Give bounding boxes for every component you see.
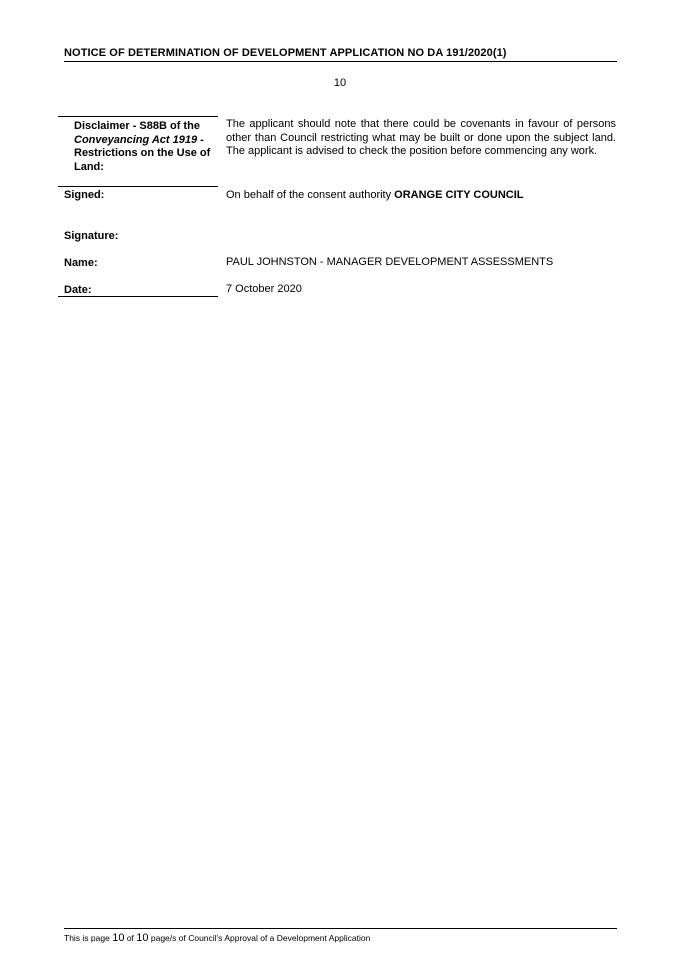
label-column-rule-top <box>58 116 218 117</box>
signed-value-prefix: On behalf of the consent authority <box>226 189 395 201</box>
label-column-rule-middle <box>58 186 218 187</box>
footer-of: of <box>124 933 137 943</box>
disclaimer-act-name: Conveyancing Act 1919 <box>74 133 198 146</box>
page-number: 10 <box>333 77 347 89</box>
footer-total-pages: 10 <box>136 932 149 944</box>
signed-value <box>226 189 524 201</box>
name-value: PAUL JOHNSTON - MANAGER DEVELOPMENT ASSESSMENTS <box>226 256 554 268</box>
signature-label: Signature: <box>64 230 119 242</box>
disclaimer-label <box>74 120 214 174</box>
consent-authority: ORANGE CITY COUNCIL <box>394 189 524 201</box>
footer-text <box>64 932 370 944</box>
footer-prefix: This is page <box>64 933 113 943</box>
date-label: Date: <box>64 284 92 296</box>
date-value: 7 October 2020 <box>226 283 302 295</box>
document-title: NOTICE OF DETERMINATION OF DEVELOPMENT APPLICATION NO DA 191/2020(1) <box>64 47 507 59</box>
disclaimer-text: The applicant should note that there could be covenants in favour of persons other than Council restricting what may be built or done upon the subject land. The applicant is advised to check the position before commencing any work. <box>226 118 616 157</box>
footer-current-page: 10 <box>112 932 125 944</box>
footer-suffix: page/s of Council's Approval of a Development Application <box>148 933 371 943</box>
disclaimer-label-part2: Restrictions on the Use of Land: <box>74 147 211 173</box>
disclaimer-label-dash: - <box>197 133 204 146</box>
disclaimer-label-part1: Disclaimer - S88B of the <box>74 120 200 132</box>
signed-label: Signed: <box>64 189 105 201</box>
footer-divider <box>64 928 617 929</box>
header-divider <box>64 61 617 62</box>
label-column-rule-bottom <box>58 296 218 297</box>
name-label: Name: <box>64 257 98 269</box>
